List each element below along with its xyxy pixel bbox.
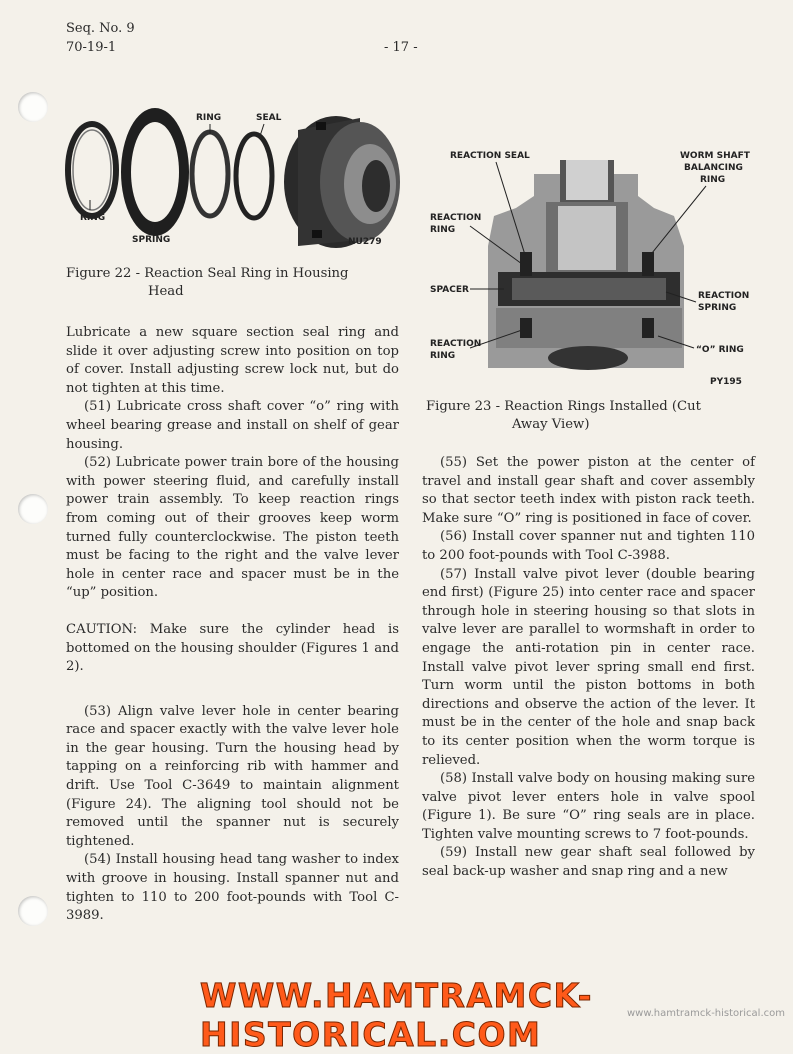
ring-part-left: [68, 124, 116, 216]
binder-hole: [18, 92, 48, 122]
label-o-ring: “O” RING: [696, 345, 744, 355]
left-text-column: [66, 324, 399, 926]
label-spacer: SPACER: [430, 285, 469, 295]
ring-part-middle: [192, 132, 228, 216]
step-53: (53) Align valve lever hole in center bearing race and spacer exactly with the valve lever hole in the gear housing. Turn the housing head by tapping on a reinforcing rib with hammer and drift. Use Tool C-3649 to maintain alignment (Figure 24). The aligning tool should not be removed until the spanner nut is securely tightened.: [66, 703, 399, 849]
step-51: (51) Lubricate cross shaft cover “o” ring with wheel bearing grease and install on shelf of gear housing.: [66, 399, 399, 452]
label-spring: SPRING: [132, 235, 171, 245]
binder-hole: [18, 494, 48, 524]
figure-23-caption: [426, 398, 701, 434]
step-56: (56) Install cover spanner nut and tighten 110 to 200 foot-pounds with Tool C-3988.: [422, 529, 755, 563]
label-reaction-seal: REACTION SEAL: [450, 151, 530, 161]
caption-line: Away View): [512, 417, 590, 432]
label-reaction-ring-bottom-1: REACTION: [430, 339, 482, 349]
label-reaction-ring-top-1: REACTION: [430, 213, 482, 223]
website-banner: WWW.HAMTRAMCK-HISTORICAL.COM: [200, 976, 593, 1054]
caption-line: Figure 23 - Reaction Rings Installed (Cut: [426, 399, 701, 414]
step-57: (57) Install valve pivot lever (double bearing end first) (Figure 25) into center race and spacer through hole in steering housing so that slots in valve lever are parallel to wormshaft in order to engage the anti-rotation pin in center race. Install valve pivot lever spring small end first. Turn worm until the piston bottoms in both directions and observe the action of the lever. It must be in the center of the hole and snap back to its center position when the worm torque is relieved.: [422, 566, 755, 768]
label-reaction-ring-bottom-2: RING: [430, 351, 456, 361]
label-reaction-spring-2: SPRING: [698, 303, 737, 313]
figure-23-code: PY195: [710, 377, 742, 387]
paragraph-lubricate-seal-ring: Lubricate a new square section seal ring and slide it over adjusting screw into position on top of cover. Install adjusting screw lock nut, but do not tighten at this time.: [66, 325, 399, 396]
document-code: 70-19-1: [66, 40, 117, 55]
label-worm-shaft-3: RING: [700, 175, 726, 185]
label-reaction-ring-top-2: RING: [430, 225, 456, 235]
binder-hole: [18, 896, 48, 926]
caption-line: Figure 22 - Reaction Seal Ring in Housing: [66, 266, 349, 281]
label-ring-middle: RING: [196, 113, 222, 123]
step-54: (54) Install housing head tang washer to index with groove in housing. Install spanner nut and tighten to 110 to 200 foot-pounds with Tool C-3989.: [66, 852, 399, 924]
right-text-column: [422, 454, 755, 882]
spring-part: [121, 108, 189, 236]
website-small-text: www.hamtramck-historical.com: [627, 1008, 785, 1019]
seal-part: [236, 134, 272, 218]
label-reaction-spring-1: REACTION: [698, 291, 750, 301]
label-ring-left: RING: [80, 213, 106, 223]
caption-line: Head: [148, 284, 184, 299]
step-59: (59) Install new gear shaft seal followed by seal back-up washer and snap ring and a new: [422, 845, 755, 880]
figure-23-cutaway: [426, 146, 761, 391]
step-52: (52) Lubricate power train bore of the housing with power steering fluid, and carefully install power train assembly. To keep reaction rings from coming out of their grooves keep worm turned fully counterclockwise. The piston teeth must be facing to the right and the valve lever hole in center race and spacer must be in the “up” position.: [66, 455, 399, 601]
label-worm-shaft-1: WORM SHAFT: [680, 151, 750, 161]
housing-head-part: [284, 116, 400, 248]
step-58: (58) Install valve body on housing making sure valve pivot lever enters hole in valve spool (Figure 1). Be sure “O” ring seals are in place. Tighten valve mounting screws to 7 foot-pounds.: [422, 771, 755, 842]
sequence-number: Seq. No. 9: [66, 21, 135, 36]
figure-22-caption: [66, 265, 349, 301]
figure-22-photo: [60, 100, 405, 260]
label-seal: SEAL: [256, 113, 282, 123]
page-number: - 17 -: [384, 40, 418, 55]
figure-22-code: NU279: [348, 237, 382, 247]
label-worm-shaft-2: BALANCING: [684, 163, 743, 173]
caution-note: CAUTION: Make sure the cylinder head is bottomed on the housing shoulder (Figures 1 and 2).: [66, 621, 399, 675]
step-55: (55) Set the power piston at the center of travel and install gear shaft and cover assembly so that sector teeth index with piston rack teeth. Make sure “O” ring is positioned in face of cover.: [422, 455, 755, 526]
